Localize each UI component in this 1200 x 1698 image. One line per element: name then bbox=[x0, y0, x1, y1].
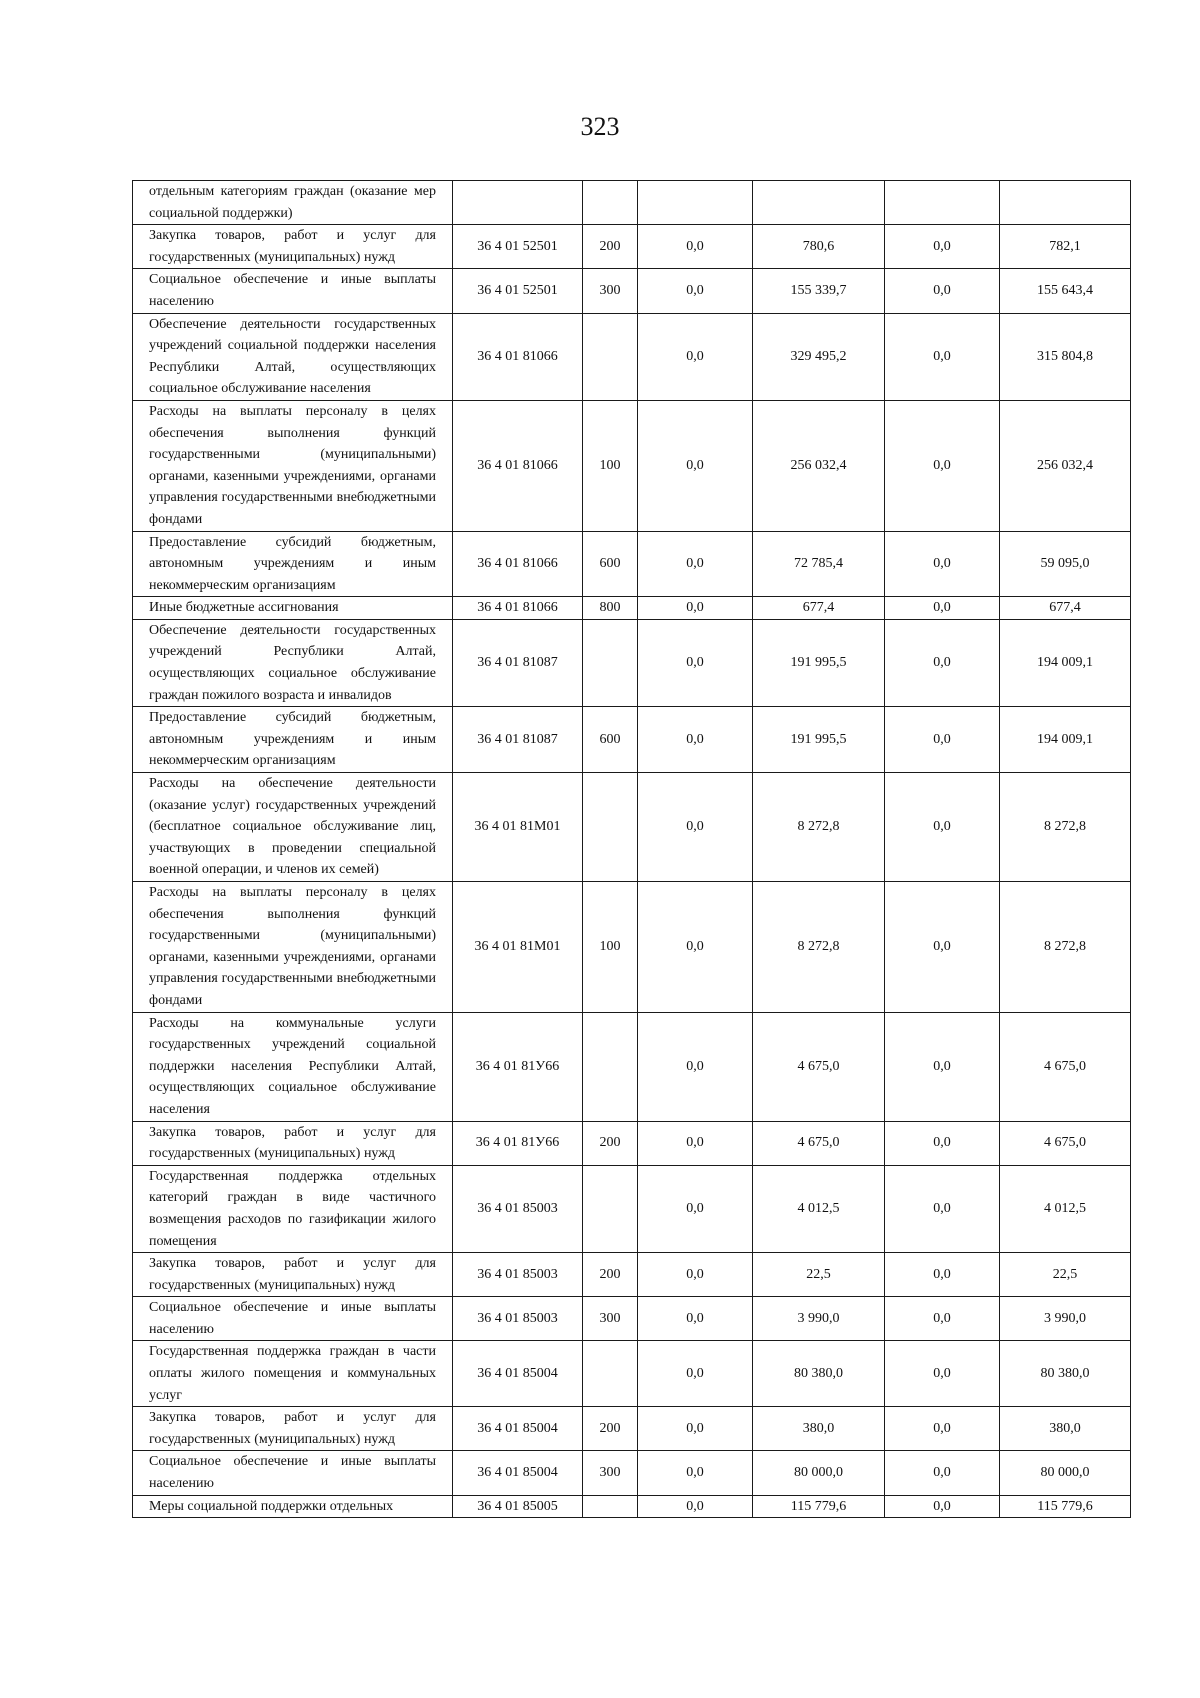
table-row bbox=[133, 773, 1131, 882]
row-description: Расходы на коммунальные услуги государственных учреждений социальной поддержки населения Республики Алтай, осуществляющих социальное обслуживание населения bbox=[133, 1012, 453, 1121]
row-description: Социальное обеспечение и иные выплаты населению bbox=[133, 269, 453, 313]
row-value-c: 0,0 bbox=[885, 531, 1000, 597]
row-value-b: 191 995,5 bbox=[753, 707, 885, 773]
row-value-a: 0,0 bbox=[638, 707, 753, 773]
row-expense-type: 100 bbox=[583, 882, 638, 1013]
row-expense-type: 200 bbox=[583, 1253, 638, 1297]
row-value-b: 380,0 bbox=[753, 1407, 885, 1451]
row-value-b: 80 000,0 bbox=[753, 1451, 885, 1495]
row-value-b: 4 675,0 bbox=[753, 1121, 885, 1165]
row-value-a: 0,0 bbox=[638, 269, 753, 313]
row-value-b: 4 012,5 bbox=[753, 1165, 885, 1252]
row-description: Социальное обеспечение и иные выплаты населению bbox=[133, 1451, 453, 1495]
table-row bbox=[133, 531, 1131, 597]
row-value-a: 0,0 bbox=[638, 1012, 753, 1121]
row-description: Иные бюджетные ассигнования bbox=[133, 597, 453, 620]
row-description: Закупка товаров, работ и услуг для государственных (муниципальных) нужд bbox=[133, 1121, 453, 1165]
row-description: отдельным категориям граждан (оказание мер социальной поддержки) bbox=[133, 181, 453, 225]
table-row bbox=[133, 619, 1131, 706]
row-value-c: 0,0 bbox=[885, 1407, 1000, 1451]
row-value-d: 8 272,8 bbox=[1000, 773, 1131, 882]
row-value-a: 0,0 bbox=[638, 597, 753, 620]
row-expense-type: 100 bbox=[583, 400, 638, 531]
row-value-c: 0,0 bbox=[885, 1495, 1000, 1518]
row-value-c: 0,0 bbox=[885, 1253, 1000, 1297]
row-target-code: 36 4 01 81066 bbox=[453, 597, 583, 620]
row-value-c: 0,0 bbox=[885, 269, 1000, 313]
row-target-code: 36 4 01 85005 bbox=[453, 1495, 583, 1518]
row-value-c: 0,0 bbox=[885, 400, 1000, 531]
table-row bbox=[133, 225, 1131, 269]
row-expense-type bbox=[583, 773, 638, 882]
table-row bbox=[133, 1297, 1131, 1341]
table-row bbox=[133, 1012, 1131, 1121]
row-value-c: 0,0 bbox=[885, 882, 1000, 1013]
row-value-d: 256 032,4 bbox=[1000, 400, 1131, 531]
row-value-d: 22,5 bbox=[1000, 1253, 1131, 1297]
row-value-d: 315 804,8 bbox=[1000, 313, 1131, 400]
row-value-c: 0,0 bbox=[885, 707, 1000, 773]
row-expense-type: 800 bbox=[583, 597, 638, 620]
row-expense-type: 200 bbox=[583, 225, 638, 269]
row-value-b: 22,5 bbox=[753, 1253, 885, 1297]
row-value-c: 0,0 bbox=[885, 619, 1000, 706]
row-value-d: 80 380,0 bbox=[1000, 1341, 1131, 1407]
row-value-b: 677,4 bbox=[753, 597, 885, 620]
row-value-b: 329 495,2 bbox=[753, 313, 885, 400]
row-expense-type: 600 bbox=[583, 531, 638, 597]
row-value-c: 0,0 bbox=[885, 1012, 1000, 1121]
row-description: Расходы на выплаты персоналу в целях обеспечения выполнения функций государственными (муниципальными) органами, казенными учреждениями, органами управления государственными внебюджетными фондами bbox=[133, 400, 453, 531]
row-description: Государственная поддержка граждан в части оплаты жилого помещения и коммунальных услуг bbox=[133, 1341, 453, 1407]
row-description: Закупка товаров, работ и услуг для государственных (муниципальных) нужд bbox=[133, 1253, 453, 1297]
row-value-d: 155 643,4 bbox=[1000, 269, 1131, 313]
row-expense-type: 300 bbox=[583, 269, 638, 313]
row-description: Закупка товаров, работ и услуг для государственных (муниципальных) нужд bbox=[133, 1407, 453, 1451]
row-value-a: 0,0 bbox=[638, 1165, 753, 1252]
row-expense-type bbox=[583, 181, 638, 225]
row-value-b: 115 779,6 bbox=[753, 1495, 885, 1518]
row-value-d: 3 990,0 bbox=[1000, 1297, 1131, 1341]
row-expense-type bbox=[583, 1341, 638, 1407]
row-value-d: 4 012,5 bbox=[1000, 1165, 1131, 1252]
row-expense-type: 200 bbox=[583, 1121, 638, 1165]
row-value-d: 677,4 bbox=[1000, 597, 1131, 620]
row-target-code: 36 4 01 81087 bbox=[453, 619, 583, 706]
row-value-c bbox=[885, 181, 1000, 225]
table-row bbox=[133, 269, 1131, 313]
row-value-d: 8 272,8 bbox=[1000, 882, 1131, 1013]
row-target-code: 36 4 01 85003 bbox=[453, 1297, 583, 1341]
row-value-c: 0,0 bbox=[885, 1165, 1000, 1252]
row-expense-type: 300 bbox=[583, 1297, 638, 1341]
table-row bbox=[133, 882, 1131, 1013]
row-value-a: 0,0 bbox=[638, 882, 753, 1013]
row-value-d: 194 009,1 bbox=[1000, 707, 1131, 773]
table-row bbox=[133, 313, 1131, 400]
table-row bbox=[133, 1407, 1131, 1451]
row-description: Обеспечение деятельности государственных учреждений Республики Алтай, осуществляющих социальное обслуживание граждан пожилого возраста и инвалидов bbox=[133, 619, 453, 706]
row-expense-type: 600 bbox=[583, 707, 638, 773]
row-value-b: 72 785,4 bbox=[753, 531, 885, 597]
row-value-b: 155 339,7 bbox=[753, 269, 885, 313]
row-target-code: 36 4 01 81У66 bbox=[453, 1012, 583, 1121]
row-target-code: 36 4 01 85003 bbox=[453, 1165, 583, 1252]
row-value-a: 0,0 bbox=[638, 225, 753, 269]
table-row bbox=[133, 1495, 1131, 1518]
row-value-a: 0,0 bbox=[638, 1121, 753, 1165]
row-value-d: 194 009,1 bbox=[1000, 619, 1131, 706]
row-value-a: 0,0 bbox=[638, 1495, 753, 1518]
row-value-c: 0,0 bbox=[885, 597, 1000, 620]
row-value-c: 0,0 bbox=[885, 313, 1000, 400]
table-row bbox=[133, 1451, 1131, 1495]
row-value-d: 380,0 bbox=[1000, 1407, 1131, 1451]
table-row bbox=[133, 1341, 1131, 1407]
row-value-b: 780,6 bbox=[753, 225, 885, 269]
row-value-b: 8 272,8 bbox=[753, 773, 885, 882]
row-value-b: 256 032,4 bbox=[753, 400, 885, 531]
row-target-code: 36 4 01 81066 bbox=[453, 400, 583, 531]
row-target-code: 36 4 01 81066 bbox=[453, 531, 583, 597]
row-value-c: 0,0 bbox=[885, 1451, 1000, 1495]
row-value-a: 0,0 bbox=[638, 1297, 753, 1341]
row-value-a: 0,0 bbox=[638, 1407, 753, 1451]
row-description: Меры социальной поддержки отдельных bbox=[133, 1495, 453, 1518]
row-value-a: 0,0 bbox=[638, 400, 753, 531]
row-description: Предоставление субсидий бюджетным, автономным учреждениям и иным некоммерческим организациям bbox=[133, 531, 453, 597]
row-value-a: 0,0 bbox=[638, 1341, 753, 1407]
table-row bbox=[133, 1121, 1131, 1165]
row-value-c: 0,0 bbox=[885, 225, 1000, 269]
row-description: Закупка товаров, работ и услуг для государственных (муниципальных) нужд bbox=[133, 225, 453, 269]
table-row bbox=[133, 400, 1131, 531]
row-value-b: 80 380,0 bbox=[753, 1341, 885, 1407]
row-target-code: 36 4 01 52501 bbox=[453, 269, 583, 313]
row-description: Обеспечение деятельности государственных учреждений социальной поддержки населения Республики Алтай, осуществляющих социальное обслуживание населения bbox=[133, 313, 453, 400]
row-value-b bbox=[753, 181, 885, 225]
row-value-a: 0,0 bbox=[638, 1451, 753, 1495]
row-value-c: 0,0 bbox=[885, 773, 1000, 882]
row-value-a bbox=[638, 181, 753, 225]
row-value-d: 4 675,0 bbox=[1000, 1121, 1131, 1165]
row-expense-type bbox=[583, 619, 638, 706]
table-row bbox=[133, 597, 1131, 620]
row-description: Социальное обеспечение и иные выплаты населению bbox=[133, 1297, 453, 1341]
row-description: Расходы на выплаты персоналу в целях обеспечения выполнения функций государственными (муниципальными) органами, казенными учреждениями, органами управления государственными внебюджетными фондами bbox=[133, 882, 453, 1013]
row-value-d: 59 095,0 bbox=[1000, 531, 1131, 597]
row-expense-type bbox=[583, 1495, 638, 1518]
table-row bbox=[133, 1165, 1131, 1252]
row-value-a: 0,0 bbox=[638, 619, 753, 706]
row-value-a: 0,0 bbox=[638, 1253, 753, 1297]
budget-table bbox=[132, 180, 1131, 1518]
row-description: Расходы на обеспечение деятельности (оказание услуг) государственных учреждений (бесплатное социальное обслуживание лиц, участвующих в проведении специальной военной операции, и членов их семей) bbox=[133, 773, 453, 882]
row-value-b: 3 990,0 bbox=[753, 1297, 885, 1341]
row-expense-type bbox=[583, 1012, 638, 1121]
row-value-a: 0,0 bbox=[638, 313, 753, 400]
row-expense-type: 200 bbox=[583, 1407, 638, 1451]
row-value-d bbox=[1000, 181, 1131, 225]
row-value-c: 0,0 bbox=[885, 1297, 1000, 1341]
table-row bbox=[133, 1253, 1131, 1297]
row-expense-type bbox=[583, 1165, 638, 1252]
row-target-code: 36 4 01 85003 bbox=[453, 1253, 583, 1297]
row-target-code: 36 4 01 85004 bbox=[453, 1407, 583, 1451]
row-target-code: 36 4 01 85004 bbox=[453, 1451, 583, 1495]
row-description: Государственная поддержка отдельных категорий граждан в виде частичного возмещения расходов по газификации жилого помещения bbox=[133, 1165, 453, 1252]
table-row bbox=[133, 181, 1131, 225]
row-target-code: 36 4 01 85004 bbox=[453, 1341, 583, 1407]
row-description: Предоставление субсидий бюджетным, автономным учреждениям и иным некоммерческим организациям bbox=[133, 707, 453, 773]
row-value-b: 191 995,5 bbox=[753, 619, 885, 706]
row-value-d: 4 675,0 bbox=[1000, 1012, 1131, 1121]
row-expense-type bbox=[583, 313, 638, 400]
row-value-c: 0,0 bbox=[885, 1121, 1000, 1165]
row-value-a: 0,0 bbox=[638, 531, 753, 597]
page-number: 323 bbox=[580, 112, 620, 141]
table-row bbox=[133, 707, 1131, 773]
row-value-d: 80 000,0 bbox=[1000, 1451, 1131, 1495]
row-target-code: 36 4 01 81087 bbox=[453, 707, 583, 773]
row-value-c: 0,0 bbox=[885, 1341, 1000, 1407]
row-target-code: 36 4 01 81У66 bbox=[453, 1121, 583, 1165]
row-target-code bbox=[453, 181, 583, 225]
row-value-a: 0,0 bbox=[638, 773, 753, 882]
row-target-code: 36 4 01 81М01 bbox=[453, 773, 583, 882]
row-target-code: 36 4 01 52501 bbox=[453, 225, 583, 269]
row-target-code: 36 4 01 81М01 bbox=[453, 882, 583, 1013]
row-value-d: 782,1 bbox=[1000, 225, 1131, 269]
row-value-d: 115 779,6 bbox=[1000, 1495, 1131, 1518]
row-target-code: 36 4 01 81066 bbox=[453, 313, 583, 400]
row-value-b: 8 272,8 bbox=[753, 882, 885, 1013]
row-value-b: 4 675,0 bbox=[753, 1012, 885, 1121]
row-expense-type: 300 bbox=[583, 1451, 638, 1495]
